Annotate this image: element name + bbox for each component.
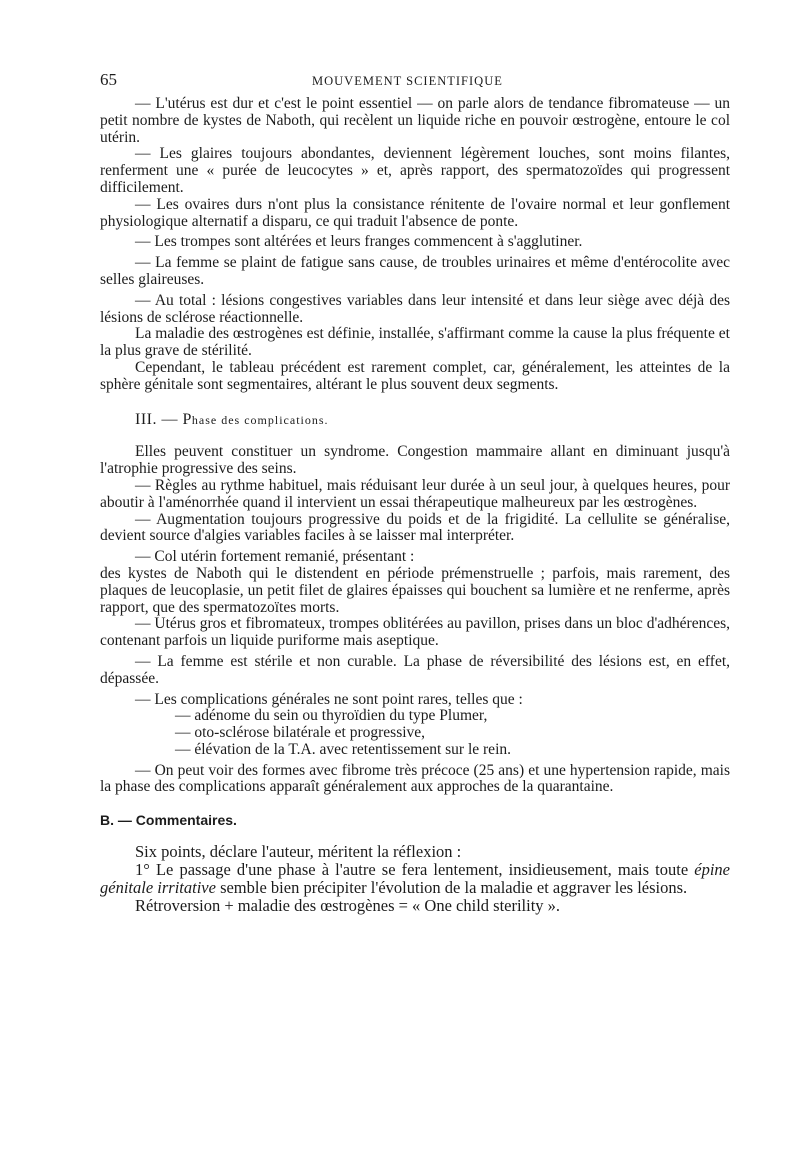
list-item: — oto-sclérose bilatérale et progressive, — [175, 724, 426, 742]
page-number: 65 — [100, 70, 117, 89]
quote-col-detail: des kystes de Naboth qui le distendent en période prémenstruelle ; parfois, mais rarement, des plaques de leucoplasie, un petit filet de glaires épaisses qui bouchent sa lumière et ne renferme, après rapport, que des spermatozoïtes morts. — [100, 564, 730, 616]
section-heading-numeral: III. — P — [135, 410, 192, 428]
passage-text-end: semble bien précipiter l'évolution de la maladie et aggraver les lésions. — [215, 878, 688, 898]
running-title: MOUVEMENT SCIENTIFIQUE — [312, 74, 503, 88]
paragraph-sterile: — La femme est stérile et non curable. La phase de réversibilité des lésions est, en effet, dépassée. — [100, 652, 730, 687]
paragraph-total: — Au total : lésions congestives variables dans leur intensité et dans leur siège avec déjà des lésions de sclérose réactionnelle. — [100, 291, 730, 326]
passage-italic: épine génitale irritative — [100, 860, 730, 898]
section-heading-commentaires: B. — Commentaires. — [100, 812, 237, 829]
paragraph-uterus-gros: — Utérus gros et fibromateux, trompes oblitérées au pavillon, prises dans un bloc d'adhérences, contenant parfois un liquide puriforme mais aseptique. — [100, 615, 730, 650]
list-item: — élévation de la T.A. avec retentissement sur le rein. — [175, 740, 511, 758]
paragraph-glaires: — Les glaires toujours abondantes, deviennent légèrement louches, sont moins filantes, renferment une « purée de leucocytes » et, après rapport, des spermatozoïdes qui progressent difficilement. — [100, 145, 730, 196]
running-header — [100, 70, 730, 94]
page — [100, 70, 730, 915]
paragraph-regles: — Règles au rythme habituel, mais réduisant leur durée à un seul jour, à quelques heures, pour aboutir à l'aménorrhée quand il intervient un essai thérapeutique malheureux par les œstrogènes. — [100, 476, 730, 511]
paragraph-six-points: Six points, déclare l'auteur, méritent la réflexion : — [135, 842, 462, 862]
article-body — [100, 96, 730, 915]
paragraph-retroversion: Rétroversion + maladie des œstrogènes = « One child sterility ». — [135, 896, 561, 916]
paragraph-cependant: Cependant, le tableau précédent est rarement complet, car, généralement, les atteintes de la sphère génitale sont segmentaires, altérant le plus souvent deux segments. — [100, 358, 730, 393]
paragraph-fibrome: — On peut voir des formes avec fibrome très précoce (25 ans) et une hypertension rapide, mais la phase des complications apparaît généralement aux approches de la quarantaine. — [100, 761, 730, 796]
paragraph-fatigue: — La femme se plaint de fatigue sans cause, de troubles urinaires et même d'entérocolite avec selles glaireuses. — [100, 254, 730, 288]
section-heading-title: hase des complications. — [191, 412, 329, 427]
passage-text-start: 1° Le passage d'une phase à l'autre se fera lentement, insidieusement, mais toute — [135, 860, 695, 880]
paragraph-syndrome: Elles peuvent constituer un syndrome. Congestion mammaire allant en diminuant jusqu'à l'atrophie progressive des seins. — [100, 443, 730, 478]
paragraph-maladie: La maladie des œstrogènes est définie, installée, s'affirmant comme la cause la plus fréquente et la plus grave de stérilité. — [100, 325, 730, 360]
paragraph-complications: — Les complications générales ne sont point rares, telles que : — [135, 690, 523, 708]
paragraph-ovaires: — Les ovaires durs n'ont plus la consistance rénitente de l'ovaire normal et leur gonflement physiologique alternatif a disparu, ce qui traduit l'absence de ponte. — [100, 195, 730, 230]
section-heading-phase-complications — [135, 412, 730, 429]
paragraph-uterus: — L'utérus est dur et c'est le point essentiel — on parle alors de tendance fibromateuse — un petit nombre de kystes de Naboth, qui recèlent un liquide riche en pouvoir œstrogène, entoure le col utérin. — [100, 95, 730, 146]
paragraph-passage — [100, 861, 730, 897]
paragraph-col: — Col utérin fortement remanié, présentant : — [135, 548, 415, 566]
paragraph-poids: — Augmentation toujours progressive du poids et de la frigidité. La cellulite se généralise, devient source d'algies variables faciles à se laisser mal interpréter. — [100, 510, 730, 545]
paragraph-trompes: — Les trompes sont altérées et leurs franges commencent à s'agglutiner. — [135, 233, 583, 251]
list-item: — adénome du sein ou thyroïdien du type Plumer, — [175, 707, 488, 725]
